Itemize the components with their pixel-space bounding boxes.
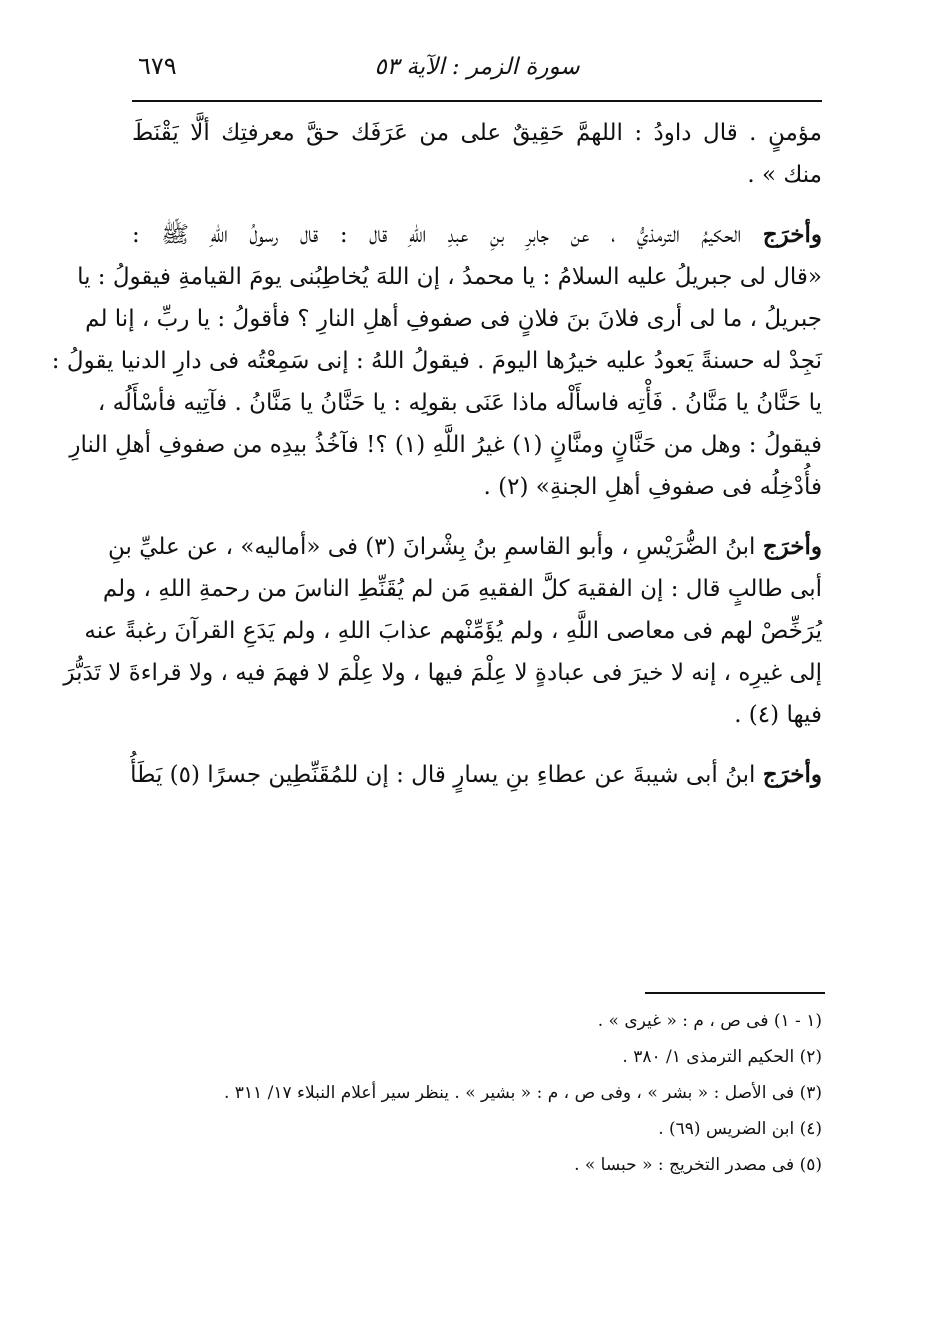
paragraph-lead: وأخرَج [762,221,822,248]
text-line: إلى غيرِه ، إنه لا خيرَ فى عبادةٍ لا عِلْمَ فيها ، ولا عِلْمَ لا فهمَ فيه ، ولا قراءةَ لا تَدَبُّرَ [63,660,822,686]
text-line: فأُدْخِلُه فى صفوفِ أهلِ الجنةِ» (٢) . [483,474,822,500]
text-line: يُرَخِّصْ لهم فى معاصى اللَّهِ ، ولم يُؤَمِّنْهم عذابَ اللهِ ، ولم يَدَعِ القرآنَ رغبةً عنه [84,618,822,644]
footnote: (١ - ١) فى ص ، م : « غيرى » . [597,1011,822,1031]
text-line: «قال لى جبريلُ عليه السلامُ : يا محمدُ ، إن اللهَ يُخاطِبُنى يومَ القيامةِ فيقولُ : يا [77,264,822,290]
footnote-rule [645,992,825,994]
footnote: (٢) الحكيم الترمذى ١/ ٣٨٠ . [622,1047,822,1067]
line-text: ابنُ أبى شيبةَ عن عطاءِ بنِ يسارٍ قال : إن للمُقَنِّطِين جسرًا (٥) يَطَأُ [130,762,756,788]
text-line [132,760,822,790]
text-line: جبريلُ ، ما لى أرى فلانَ بنَ فلانٍ فى صفوفِ أهلِ النارِ ؟ فأقولُ : يا ربِّ ، إنا لم [85,306,822,332]
page-number: ٦٧٩ [138,52,177,80]
running-title: سورة الزمر : الآية ٥٣ [374,54,580,80]
paragraph-lead: وأخرَج [762,761,822,788]
text-line: فيها (٤) . [734,702,822,728]
paragraph [132,760,822,790]
paragraph [132,118,822,190]
header-rule [132,100,822,102]
text-line [108,532,822,562]
text-line: نَجِدْ له حسنةً يَعودُ عليه خيرُها اليومَ . فيقولُ اللهُ : إنى سَمِعْتُه فى دارِ الدنيا يقولُ : [51,348,822,374]
main-text [51,118,822,802]
line-text: ابنُ الضُّرَيْسِ ، وأبو القاسمِ بنُ بِشْرانَ (٣) فى «أماليه» ، عن عليِّ بنِ [108,534,756,560]
text-line: مؤمنٍ . قال داودُ : اللهمَّ حَقِيقٌ على من عَرَفَك حقَّ معرفتِك ألَّا يَقْنَطَ [132,120,822,146]
line-text: الحكيمُ الترمذيُّ ، عن جابرِ بنِ عبدِ اللهِ قال : قال رسولُ اللهِ ﷺ : [132,222,742,248]
text-line: منك » . [747,162,822,188]
text-line: يا حَنَّانُ يا مَنَّانُ . فَأْتِه فاسأَلْه ماذا عَنَى بقولِه : يا حَنَّانُ يا مَنَّانُ . فآتِيه فأسْأَلُه ، [97,390,822,416]
paragraph [63,532,822,730]
text-line: أبى طالبٍ قال : إن الفقيهَ كلَّ الفقيهِ مَن لم يُقَنِّطِ الناسَ من رحمةِ اللهِ ، ولم [102,576,822,602]
footnote: (٤) ابن الضريس (٦٩) . [658,1119,822,1139]
paragraph-lead: وأخرَج [762,533,822,560]
text-line [132,220,822,250]
page-header [132,48,822,88]
footnotes [132,1010,822,1190]
footnote: (٣) فى الأصل : « بشر » ، وفى ص ، م : « بشير » . ينظر سير أعلام النبلاء ١٧/ ٣١١ . [223,1083,822,1103]
text-line: فيقولُ : وهل من حَنَّانٍ ومنَّانٍ (١) غيرُ اللَّهِ (١) ؟! فآخُذُ بيدِه من صفوفِ أهلِ النارِ [69,432,822,458]
paragraph [51,220,822,502]
footnote: (٥) فى مصدر التخريج : « حبسا » . [574,1155,822,1175]
